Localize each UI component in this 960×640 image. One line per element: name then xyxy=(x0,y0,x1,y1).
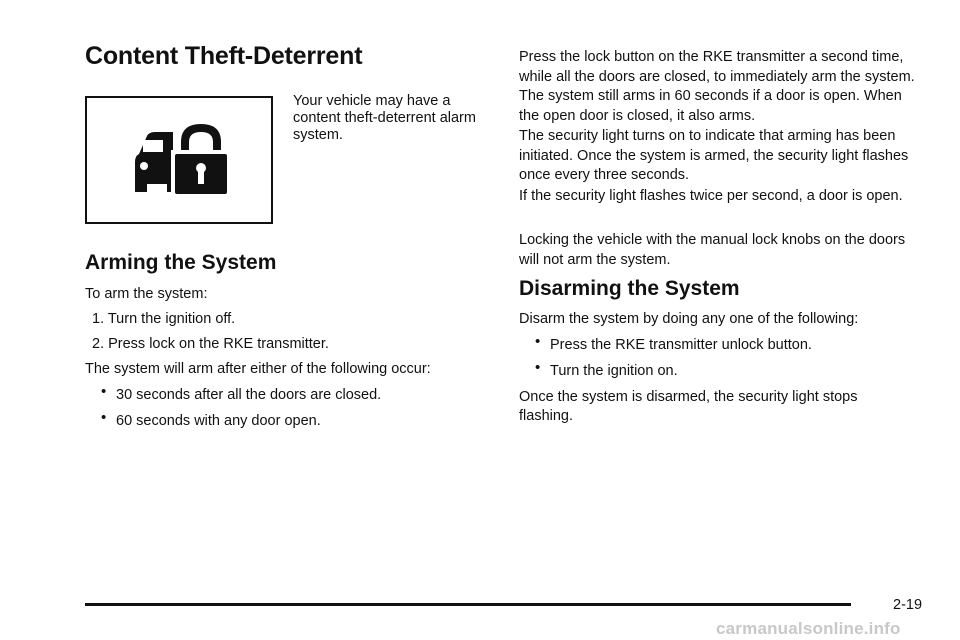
disarming-lead: Disarm the system by doing any one of the following: xyxy=(519,311,859,327)
bullet-dot: • xyxy=(101,409,107,426)
arming-heading: Arming the System xyxy=(85,251,277,274)
theft-deterrent-icon-frame xyxy=(85,96,273,224)
arming-bullet-1 xyxy=(101,383,382,405)
bullet-dot: • xyxy=(535,333,541,350)
right-paragraph-3: If the security light flashes twice per second, a door is open. xyxy=(519,188,903,204)
watermark: carmanualsonline.info xyxy=(716,619,901,638)
disarming-closing: Once the system is disarmed, the security light stops flashing. xyxy=(519,389,858,424)
theft-deterrent-lock-icon xyxy=(133,122,229,198)
arming-step-1: 1. Turn the ignition off. xyxy=(92,311,236,327)
arming-bullet-2-text: 60 seconds with any door open. xyxy=(116,413,321,429)
right-paragraph-2: The security light turns on to indicate that arming has been initiated. Once the system is armed, the security light flashes once every three seconds. xyxy=(519,128,909,183)
disarming-bullet-1 xyxy=(535,333,812,355)
right-paragraph-4: Locking the vehicle with the manual lock knobs on the doors will not arm the system. xyxy=(519,232,906,268)
disarming-bullet-2 xyxy=(535,359,678,381)
footer-rule xyxy=(85,603,851,606)
bullet-dot: • xyxy=(535,359,541,376)
page-number: 2-19 xyxy=(893,597,923,613)
arming-lead: To arm the system: xyxy=(85,286,208,302)
disarming-bullet-2-text: Turn the ignition on. xyxy=(550,363,678,379)
disarming-bullet-1-text: Press the RKE transmitter unlock button. xyxy=(550,337,812,353)
disarming-heading: Disarming the System xyxy=(519,277,740,300)
arming-bullet-1-text: 30 seconds after all the doors are closed. xyxy=(116,387,382,403)
right-paragraph-1: Press the lock button on the RKE transmitter a second time, while all the doors are closed, to immediately arm the system. The system still arms in 60 seconds if a door is open. When the open door is closed, it also arms. xyxy=(519,49,915,124)
page-title: Content Theft-Deterrent xyxy=(85,42,363,70)
intro-text: Your vehicle may have a content theft-deterrent alarm system. xyxy=(293,93,476,143)
arming-after-steps: The system will arm after either of the following occur: xyxy=(85,361,431,377)
bullet-dot: • xyxy=(101,383,107,400)
arming-step-2: 2. Press lock on the RKE transmitter. xyxy=(92,336,329,352)
arming-bullet-2 xyxy=(101,409,321,431)
